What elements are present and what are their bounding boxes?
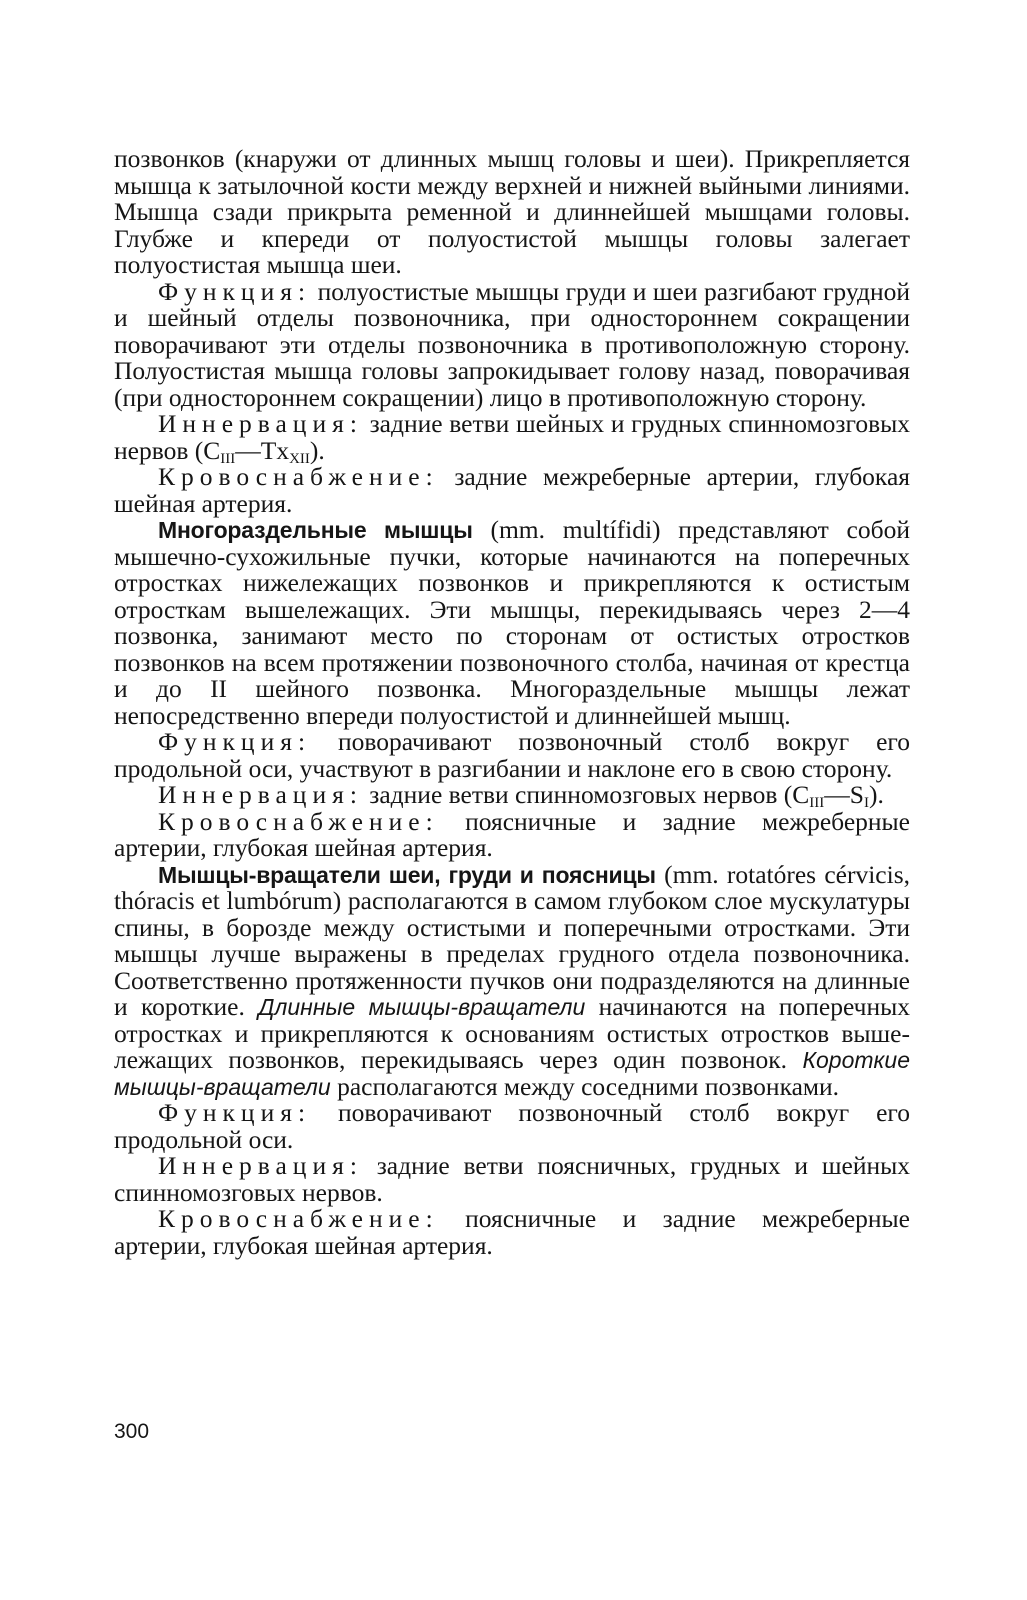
paragraph-text: задние ветви спинномозговых нервов (C — [362, 780, 810, 809]
innervation-heading: Иннервация: — [158, 780, 363, 809]
paragraph-text: начинаются на поперечных отростках и прикрепляются к основаниям остистых отростков вышележащих позвонков, перекидываясь через один позвонок. — [114, 992, 910, 1074]
italic-term: Короткие мышцы-вращатели — [114, 1047, 910, 1100]
paragraph-text: полуостистые мышцы груди и шеи разгибают грудной и шейный отделы позвоночника, при одностороннем сокращении поворачивают эти отделы позвоночника в противоположную сторону. Полуостистая мышца головы запрокидывает голову назад, поворачивая (при одностороннем сокращении) лицо в противоположную сторону. — [114, 276, 910, 412]
innervation-heading: Иннервация: — [158, 1151, 363, 1180]
page-body — [114, 146, 910, 1259]
function-heading: Функция: — [158, 276, 312, 306]
paragraph-function-semispinalis — [114, 276, 910, 412]
subscript: III — [220, 450, 236, 467]
paragraph-multifidus — [114, 517, 910, 729]
paragraph-function-multifidus — [114, 729, 910, 782]
paragraph-rotatores — [114, 859, 910, 1101]
blood-supply-heading: Кровоснабжение: — [158, 1204, 439, 1233]
paragraph-text: —S — [824, 780, 864, 809]
paragraph-innervation-multifidus — [114, 782, 910, 809]
function-heading: Функция: — [158, 727, 312, 756]
paragraph-text: задние межреберные артерии, глубокая шейная артерия. — [114, 462, 910, 518]
paragraph-semispinalis-continuation — [114, 146, 910, 279]
paragraph-blood-supply-multifidus — [114, 806, 910, 862]
paragraph-blood-supply-semispinalis — [114, 464, 910, 517]
paragraph-text: задние ветви шейных и грудных спинномозговых нервов (C — [114, 409, 910, 465]
paragraph-text: поясничные и задние межреберные артерии, глубокая шейная артерия. — [114, 1204, 910, 1260]
paragraph-text: поворачивают позвоночный столб вокруг его продольной оси, участвуют в разгибании и наклоне его в свою сторону. — [114, 727, 910, 783]
subscript: III — [809, 795, 825, 811]
paragraph-text: (mm. rotatóres cérvicis, thóracis et lumbórum) располагаются в самом глубоком слое мускулатуры спины, в борозде между остистыми и поперечными отростками. Эти мышцы лучше выражены в пределах грудного отдела позвоночника. Соответственно протяженности пучков они подразделяются на длинные и короткие. — [114, 859, 910, 1021]
innervation-heading: Иннервация: — [158, 409, 363, 438]
paragraph-text: располагаются между соседними позвонками. — [330, 1071, 840, 1101]
paragraph-text: позвонков (кнаружи от длинных мышц головы и шеи). Прикрепляется мышца к затылочной кости между верхней и нижней выйными линиями. Мышца сзади прикрыта ременной и длиннейшей мышцами головы. Глубже и кпереди от полуостистой мышцы головы залегает полуостистая мышца шеи. — [114, 144, 910, 279]
paragraph-text: ). — [309, 435, 325, 465]
italic-term: Длинные мышцы-вращатели — [258, 994, 586, 1020]
paragraph-text: ). — [868, 780, 884, 809]
subscript: I — [863, 795, 869, 811]
paragraph-text: поворачивают позвоночный столб вокруг его продольной оси. — [114, 1098, 910, 1154]
paragraph-text: —Tx — [235, 435, 290, 465]
paragraph-function-rotatores — [114, 1100, 910, 1153]
paragraph-innervation-semispinalis — [114, 409, 910, 467]
paragraph-text: поясничные и задние межреберные артерии, глубокая шейная артерия. — [114, 806, 910, 862]
blood-supply-heading: Кровоснабжение: — [158, 806, 439, 836]
paragraph-text: (mm. multífidi) представляют собой мышечно-сухожильные пучки, которые начинаются на поперечных отростках нижележащих позвонков и прикрепляются к остистым отросткам вышележащих. Эти мышцы, перекидываясь через 2—4 позвонка, занимают место по сторонам от остистых отростков позвонков на всем протяжении позвоночного столба, начиная от крестца и до II шейного позвонка. Многораздельные мышцы лежат непосредственно впереди полуостистой и длиннейшей мышц. — [114, 515, 910, 730]
subscript: XII — [289, 450, 310, 467]
paragraph-text: задние ветви поясничных, грудных и шейных спинномозговых нервов. — [114, 1151, 910, 1207]
function-heading: Функция: — [158, 1098, 312, 1127]
paragraph-innervation-rotatores — [114, 1153, 910, 1206]
section-term: Многораздельные мышцы — [158, 517, 473, 543]
paragraph-blood-supply-rotatores — [114, 1206, 910, 1259]
page-number: 300 — [114, 1420, 150, 1443]
section-term: Мышцы-вращатели шеи, груди и поясницы — [158, 861, 656, 888]
blood-supply-heading: Кровоснабжение: — [158, 462, 439, 491]
